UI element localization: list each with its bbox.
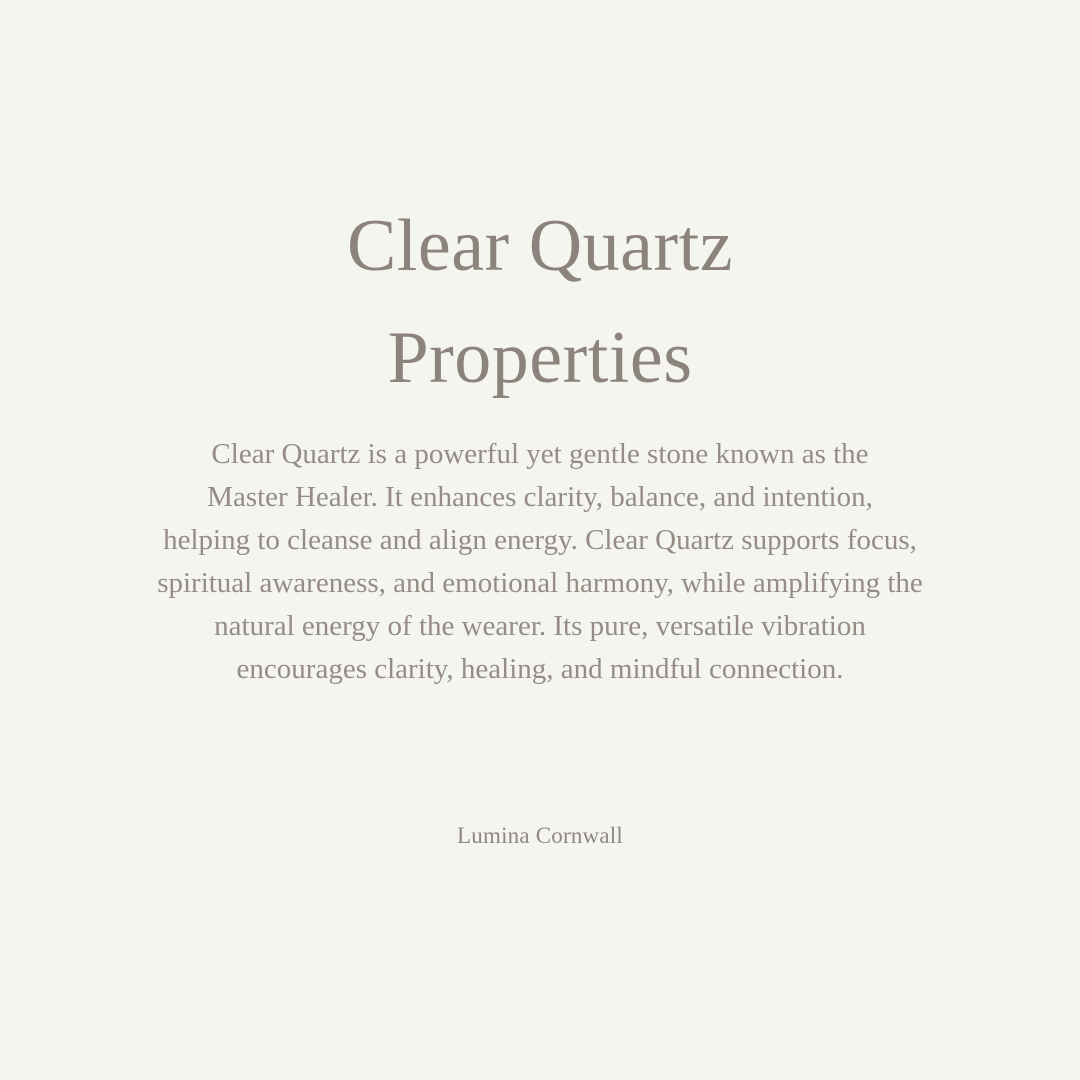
title-line-1: Clear Quartz [346, 204, 734, 287]
description-line-6: encourages clarity, healing, and mindful connection. [236, 653, 844, 685]
brand-signature: Lumina Cornwall [457, 823, 623, 848]
page-title [0, 190, 1080, 414]
description-text [130, 433, 950, 691]
description-line-3: helping to cleanse and align energy. Clear Quartz supports focus, [163, 524, 917, 556]
description-line-1: Clear Quartz is a powerful yet gentle stone known as the [211, 438, 869, 470]
description-line-2: Master Healer. It enhances clarity, balance, and intention, [207, 481, 873, 513]
description-line-4: spiritual awareness, and emotional harmony, while amplifying the [157, 567, 923, 599]
description-line-5: natural energy of the wearer. Its pure, versatile vibration [214, 610, 866, 642]
title-line-2: Properties [387, 316, 693, 399]
